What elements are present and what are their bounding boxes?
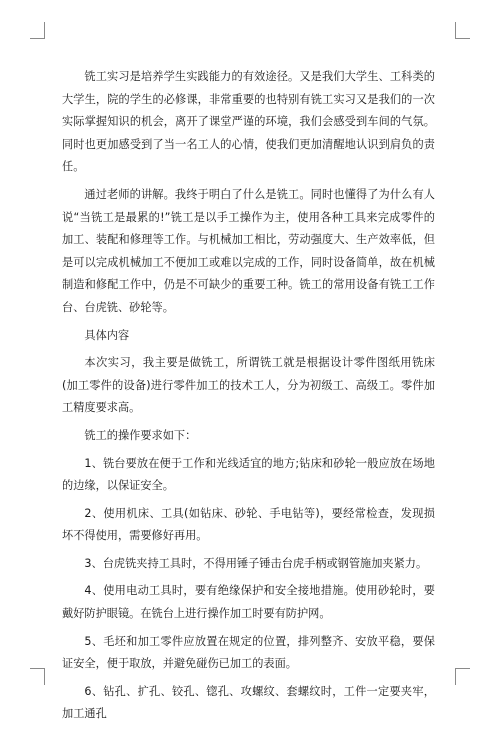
list-item: 4、使用电动工具时，要有绝缘保护和安全接地措施。使用砂轮时，要戴好防护眼镜。在铣台上进行操作加工时要有防护网。 [62, 584, 435, 621]
paragraph-explanation: 通过老师的讲解。我终于明白了什么是铣工。同时也懂得了为什么有人说“当铣工是最累的!”铣工是以手工操作为主，使用各种工具来完成零件的加工、装配和修理等工作。与机械加工相比，劳动强度大、生产效率低，但是可以完成机械加工不便加工或难以完成的工作，同时设备简单，故在机械制造和修配工作中，仍是不可缺少的重要工种。铣工的常用设备有铣工工作台、台虎铣、砂轮等。 [62, 187, 435, 314]
section-heading: 具体内容 [84, 328, 130, 342]
paragraph-requirements-intro: 铣工的操作要求如下： [84, 428, 197, 442]
crop-mark-bottom-right [455, 668, 470, 685]
list-item: 5、毛坯和加工零件应放置在规定的位置，排列整齐、安放平稳，要保证安全，便于取放，并避免碰伤已加工的表面。 [62, 634, 435, 671]
list-item: 3、台虎铣夹持工具时，不得用锤子锤击台虎手柄或钢管施加夹紧力。 [84, 556, 428, 570]
paragraph-internship: 本次实习，我主要是做铣工，所谓铣工就是根据设计零件图纸用铣床(加工零件的设备)进行零件加工的技术工人，分为初级工、高级工。零件加工精度要求高。 [62, 356, 435, 415]
crop-mark-bottom-left [30, 668, 45, 685]
list-item: 2、使用机床、工具(如钻床、砂轮、手电钻等)，要经常检查，发现损坏不得使用，需要修好再用。 [62, 506, 435, 543]
crop-mark-top-left [30, 22, 45, 39]
document-body [62, 66, 435, 731]
crop-mark-top-right [455, 22, 470, 39]
list-item: 1、铣台要放在便于工作和光线适宜的地方;钻床和砂轮一般应放在场地的边缘，以保证安全。 [62, 456, 435, 493]
list-item: 6、钻孔、扩孔、铰孔、锪孔、攻螺纹、套螺纹时，工件一定要夹牢，加工通孔 [62, 684, 435, 721]
paragraph-intro: 铣工实习是培养学生实践能力的有效途径。又是我们大学生、工科类的大学生，院的学生的必修课，非常重要的也特别有铣工实习又是我们的一次实际掌握知识的机会，离开了课堂严谨的环境，我们会感受到车间的气氛。同时也更加感受到了当一名工人的心情，使我们更加清醒地认识到肩负的责任。 [62, 70, 435, 174]
